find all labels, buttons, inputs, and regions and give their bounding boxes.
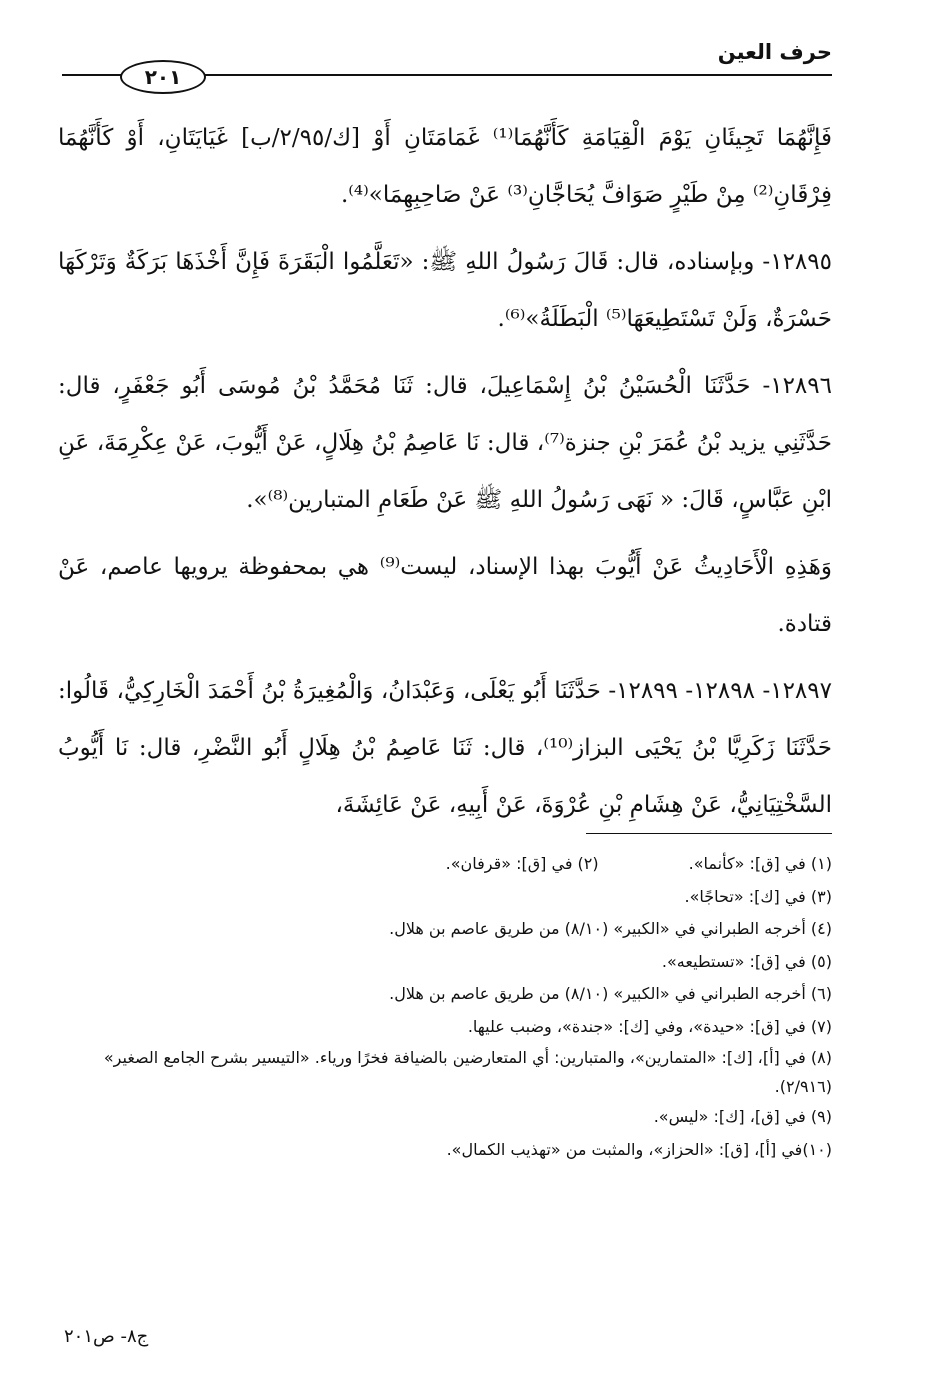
page-number: ٢٠١ <box>144 65 182 89</box>
page-header <box>62 36 832 96</box>
page-footer-reference: ج٨- ص٢٠١ <box>64 1326 149 1347</box>
footnote-1: (١) في [ق]: «كأنما». <box>688 854 832 873</box>
footnote-7: (٧) في [ق]: «حيدة»، وفي [ك]: «جندة»، وضبب عليها. <box>467 1016 832 1036</box>
paragraph-hadith-continuation: فَإِنَّهُمَا تَجِيئَانِ يَوْمَ الْقِيَامَةِ كَأَنَّهُمَا⁽¹⁾ غَمَامَتَانِ أَوْ [ك/٢/٩٥/ب] غَيَايَتَانِ، أَوْ كَأَنَّهُمَا فِرْقَانِ⁽²⁾ مِنْ طَيْرٍ صَوَافَّ يُحَاجَّانِ⁽³⁾ عَنْ صَاحِبِهِمَا»⁽⁴⁾. <box>58 125 833 208</box>
page-number-badge <box>120 60 206 94</box>
footnote-8: (٨) في [أ]، [ك]: «المتمارين»، والمتبارين: أي المتعارضين بالضيافة فخرًا ورياء. «التيسير بشرح الجامع الصغير» (٢/٩١٦). <box>103 1048 832 1096</box>
paragraph-hadith-12895: ١٢٨٩٥- وبإسناده، قال: قَالَ رَسُولُ اللهِ ﷺ: «تَعَلَّمُوا الْبَقَرَةَ فَإِنَّ أَخْذَهَا بَرَكَةٌ وَتَرْكَهَا حَسْرَةٌ، وَلَنْ تَسْتَطِيعَهَا⁽⁵⁾ الْبَطَلَةُ»⁽⁶⁾. <box>58 249 832 332</box>
footnote-4: (٤) أخرجه الطبراني في «الكبير» (٨/١٠) من طريق عاصم بن هلال. <box>389 919 832 938</box>
footnote-5: (٥) في [ق]: «تستطيعه». <box>661 951 832 971</box>
footnote-6: (٦) أخرجه الطبراني في «الكبير» (٨/١٠) من طريق عاصم بن هلال. <box>389 984 832 1003</box>
footnotes <box>58 848 832 1166</box>
footnote-9: (٩) في [ق]، [ك]: «ليس». <box>653 1107 832 1126</box>
footnote-separator <box>586 833 832 834</box>
paragraph-hadith-12896: ١٢٨٩٦- حَدَّثَنَا الْحُسَيْنُ بْنُ إِسْمَاعِيلَ، قال: ثَنَا مُحَمَّدُ بْنُ مُوسَى أَبُو جَعْفَرٍ، قال: حَدَّثَنِي يزيد بْنُ عُمَرَ بْنِ جنزة⁽⁷⁾، قال: نَا عَاصِمُ بْنُ هِلَالٍ، عَنْ أَيُّوبَ، عَنْ عِكْرِمَةَ، عَنِ ابْنِ عَبَّاسٍ، قَالَ: « نَهَى رَسُولُ اللهِ ﷺ عَنْ طَعَامِ المتبارين⁽⁸⁾». <box>58 373 832 513</box>
paragraph-hadith-12897-12899: ١٢٨٩٧- ١٢٨٩٨- ١٢٨٩٩- حَدَّثَنَا أَبُو يَعْلَى، وَعَبْدَانُ، وَالْمُغِيرَةُ بْنُ أَحْمَدَ الْخَارِكِيُّ، قَالُوا: حَدَّثَنَا زَكَرِيَّا بْنُ يَحْيَى البزاز⁽¹⁰⁾، قال: ثَنَا عَاصِمُ بْنُ هِلَالٍ أَبُو النَّضْرِ، قال: نَا أَيُّوبُ السَّخْتِيَانِيُّ، عَنْ هِشَامِ بْنِ عُرْوَةَ، عَنْ أَبِيهِ، عَنْ عَائِشَةَ، <box>58 678 832 818</box>
chapter-title: حرف العين <box>717 40 832 64</box>
footnote-row <box>58 848 832 881</box>
paragraph-commentary: وَهَذِهِ الْأَحَادِيثُ عَنْ أَيُّوبَ بهذا الإسناد، ليست⁽⁹⁾ هي بمحفوظة يرويها عاصم، عَنْ قتادة. <box>58 554 832 637</box>
footnote-10: (١٠)في [أ]، [ق]: «الحزاز»، والمثبت من «تهذيب الكمال». <box>446 1139 832 1159</box>
footnote-2: (٢) في [ق]: «قرفان». <box>445 854 599 873</box>
footnote-3: (٣) في [ك]: «تحاجًا». <box>684 886 832 906</box>
main-text <box>58 110 832 844</box>
